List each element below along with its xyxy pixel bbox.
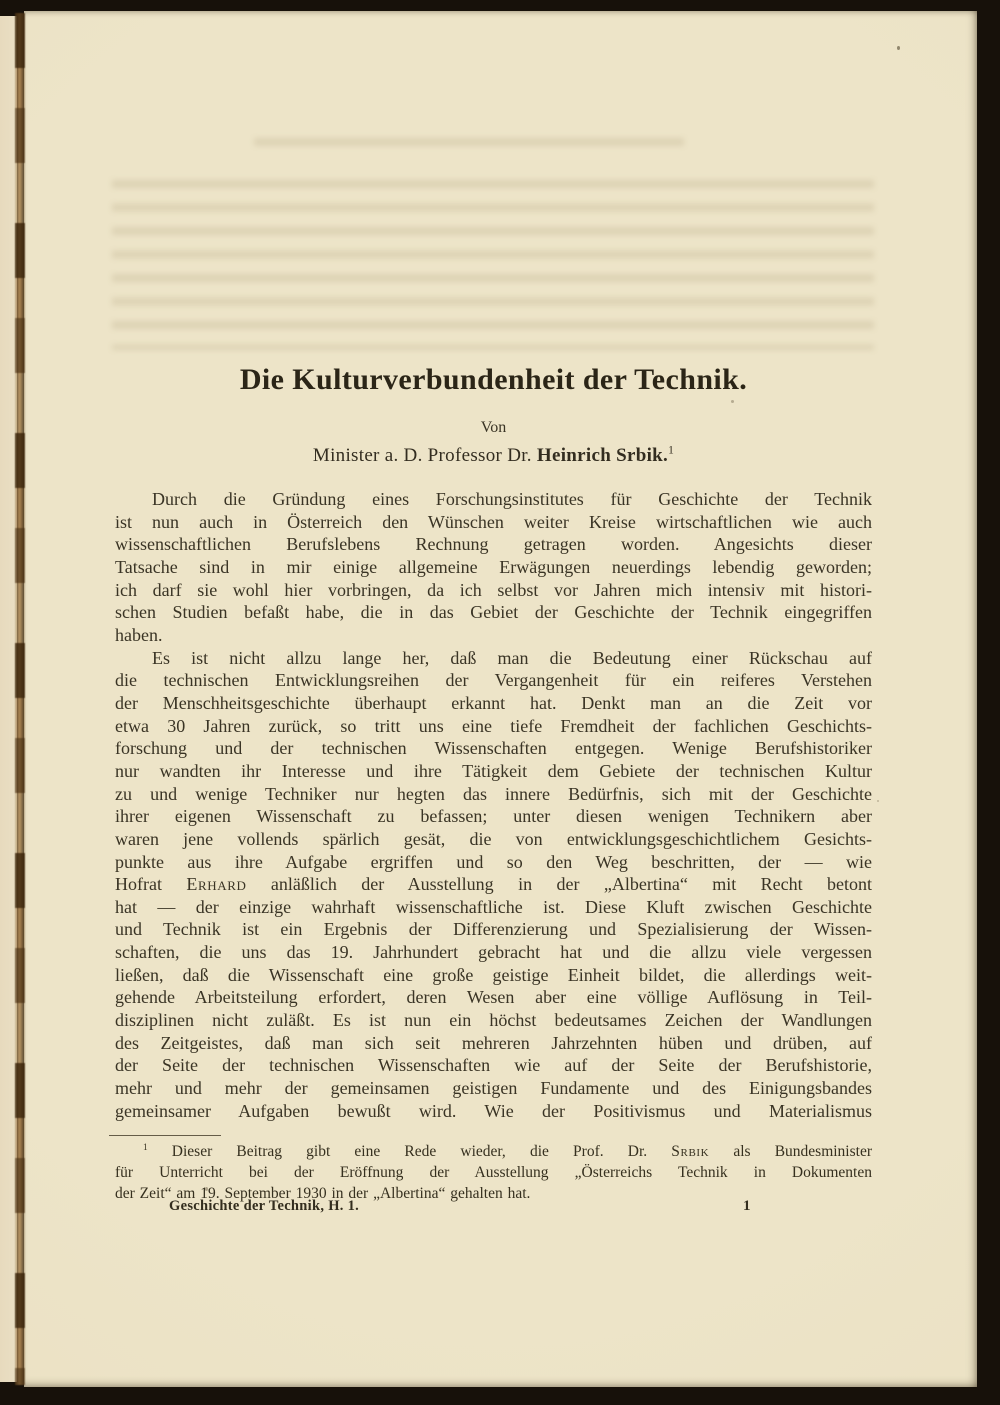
book-page xyxy=(24,11,977,1387)
journal-signature: Geschichte der Technik, H. 1. xyxy=(169,1198,360,1214)
text-run: Hofrat xyxy=(115,874,187,895)
sup-run: 1 xyxy=(668,444,675,457)
text-line: wissenschaftlichen Berufslebens Rechnung getragen worden. Angesichts dieser xyxy=(115,534,872,555)
text-line: haben. xyxy=(115,624,163,645)
text-line: disziplinen nicht zuläßt. Es ist nun ein höchst bedeutsames Zeichen der Wandlungen xyxy=(115,1010,872,1031)
binding-crease xyxy=(15,13,25,1385)
paper-speck xyxy=(877,800,879,802)
article-body xyxy=(115,488,872,1122)
text-line: mehr und mehr der gemeinsamen geistigen Fundamente und des Einigungsbandes xyxy=(115,1078,872,1099)
paper-speck xyxy=(731,400,734,403)
text-line: ist nun auch in Österreich den Wünschen weiter Kreise wirtschaftlichen wie auch xyxy=(115,511,872,532)
paper-speck xyxy=(897,46,900,50)
text-line: gemeinsamer Aufgaben bewußt wird. Wie der Positivismus und Materialismus xyxy=(115,1100,872,1121)
author-line xyxy=(115,445,872,467)
text-line: ihrer eigenen Wissenschaft zu befassen; unter diesen wenigen Technikern aber xyxy=(115,806,872,827)
sup-run: 1 xyxy=(143,1142,148,1153)
article-title: Die Kulturverbundenheit der Technik. xyxy=(239,363,748,396)
text-line: der Menschheitsgeschichte überhaupt erkannt hat. Denkt man an die Zeit vor xyxy=(115,692,872,713)
text-line: hat — der einzige wahrhaft wissenschaftliche ist. Diese Kluft zwischen Geschichte xyxy=(115,896,872,917)
text-line: für Unterricht bei der Eröffnung der Ausstellung „Österreichs Technik in Dokumenten xyxy=(115,1163,872,1181)
text-line xyxy=(115,873,872,896)
text-run: als Bundesminister xyxy=(709,1143,872,1160)
text-line: gehende Arbeitsteilung erfordert, deren Wesen aber eine völlige Auflösung in Teil- xyxy=(115,987,872,1008)
text-run: Dieser Beitrag gibt eine Rede wieder, die Prof. Dr. xyxy=(147,1143,672,1160)
paragraph-1 xyxy=(115,488,872,647)
text-line: ließen, daß die Wissenschaft eine große geistige Einheit bildet, die allerdings weit- xyxy=(115,964,872,985)
text-line xyxy=(115,1142,872,1163)
text-line: Tatsache sind in mir einige allgemeine Erwägungen neuerdings lebendig geworden; xyxy=(115,556,872,577)
bold-run: Heinrich Srbik. xyxy=(536,445,669,466)
text-line: waren jene vollends spärlich gesät, die von entwicklungsgeschichtlichem Gesichts- xyxy=(115,828,872,849)
text-line: Durch die Gründung eines Forschungsinstitutes für Geschichte der Technik xyxy=(152,489,872,509)
text-run: anläßlich der Ausstellung in der „Albertina“ mit Recht betont xyxy=(246,874,872,895)
text-line: schaften, die uns das 19. Jahrhundert gebracht hat und die allzu viele vergessen xyxy=(115,942,872,963)
smallcaps-run: Erhard xyxy=(186,874,247,895)
smallcaps-run: Srbik xyxy=(671,1143,710,1160)
footnote xyxy=(115,1142,872,1204)
text-run: Minister a. D. Professor Dr. xyxy=(312,445,537,466)
text-line: ich darf sie wohl hier vorbringen, da ich selbst vor Jahren mich intensiv mit histori- xyxy=(115,579,872,600)
footnote-separator-rule xyxy=(109,1135,221,1136)
text-line: der Zeit“ am 19. September 1930 in der „Albertina“ gehalten hat. xyxy=(115,1184,531,1202)
page-number: 1 xyxy=(743,1198,751,1214)
text-line: die technischen Entwicklungsreihen der Vergangenheit für ein reiferes Verstehen xyxy=(115,670,872,691)
text-line: punkte aus ihre Aufgabe ergriffen und so den Weg beschritten, der — wie xyxy=(115,851,872,872)
text-line: Es ist nicht allzu lange her, daß man die Bedeutung einer Rückschau auf xyxy=(152,647,872,668)
text-line: der Seite der technischen Wissenschaften wie auf der Seite der Berufshistorie, xyxy=(115,1055,872,1076)
text-line: etwa 30 Jahren zurück, so tritt uns eine tiefe Fremdheit der fachlichen Geschichts- xyxy=(115,715,872,736)
text-line: und Technik ist ein Ergebnis der Differenzierung und Spezialisierung der Wissen- xyxy=(115,919,872,940)
text-line: forschung und der technischen Wissenschaften entgegen. Wenige Berufshistoriker xyxy=(115,738,872,759)
paragraph-2 xyxy=(115,647,872,1123)
text-line: nur wandten ihr Interesse und ihre Tätigkeit dem Gebiete der technischen Kultur xyxy=(115,760,872,781)
text-line: des Zeitgeistes, daß man sich seit mehreren Jahrzehnten hüben und drüben, auf xyxy=(115,1032,872,1053)
text-line: schen Studien befaßt habe, die in das Gebiet der Geschichte der Technik eingegriffen xyxy=(115,602,872,623)
bleedthrough-running-head xyxy=(254,138,684,150)
text-line: zu und wenige Techniker nur hegten das innere Bedürfnis, sich mit der Geschichte xyxy=(115,783,872,804)
byline-von: Von xyxy=(480,419,507,436)
bleedthrough-text xyxy=(112,180,874,350)
